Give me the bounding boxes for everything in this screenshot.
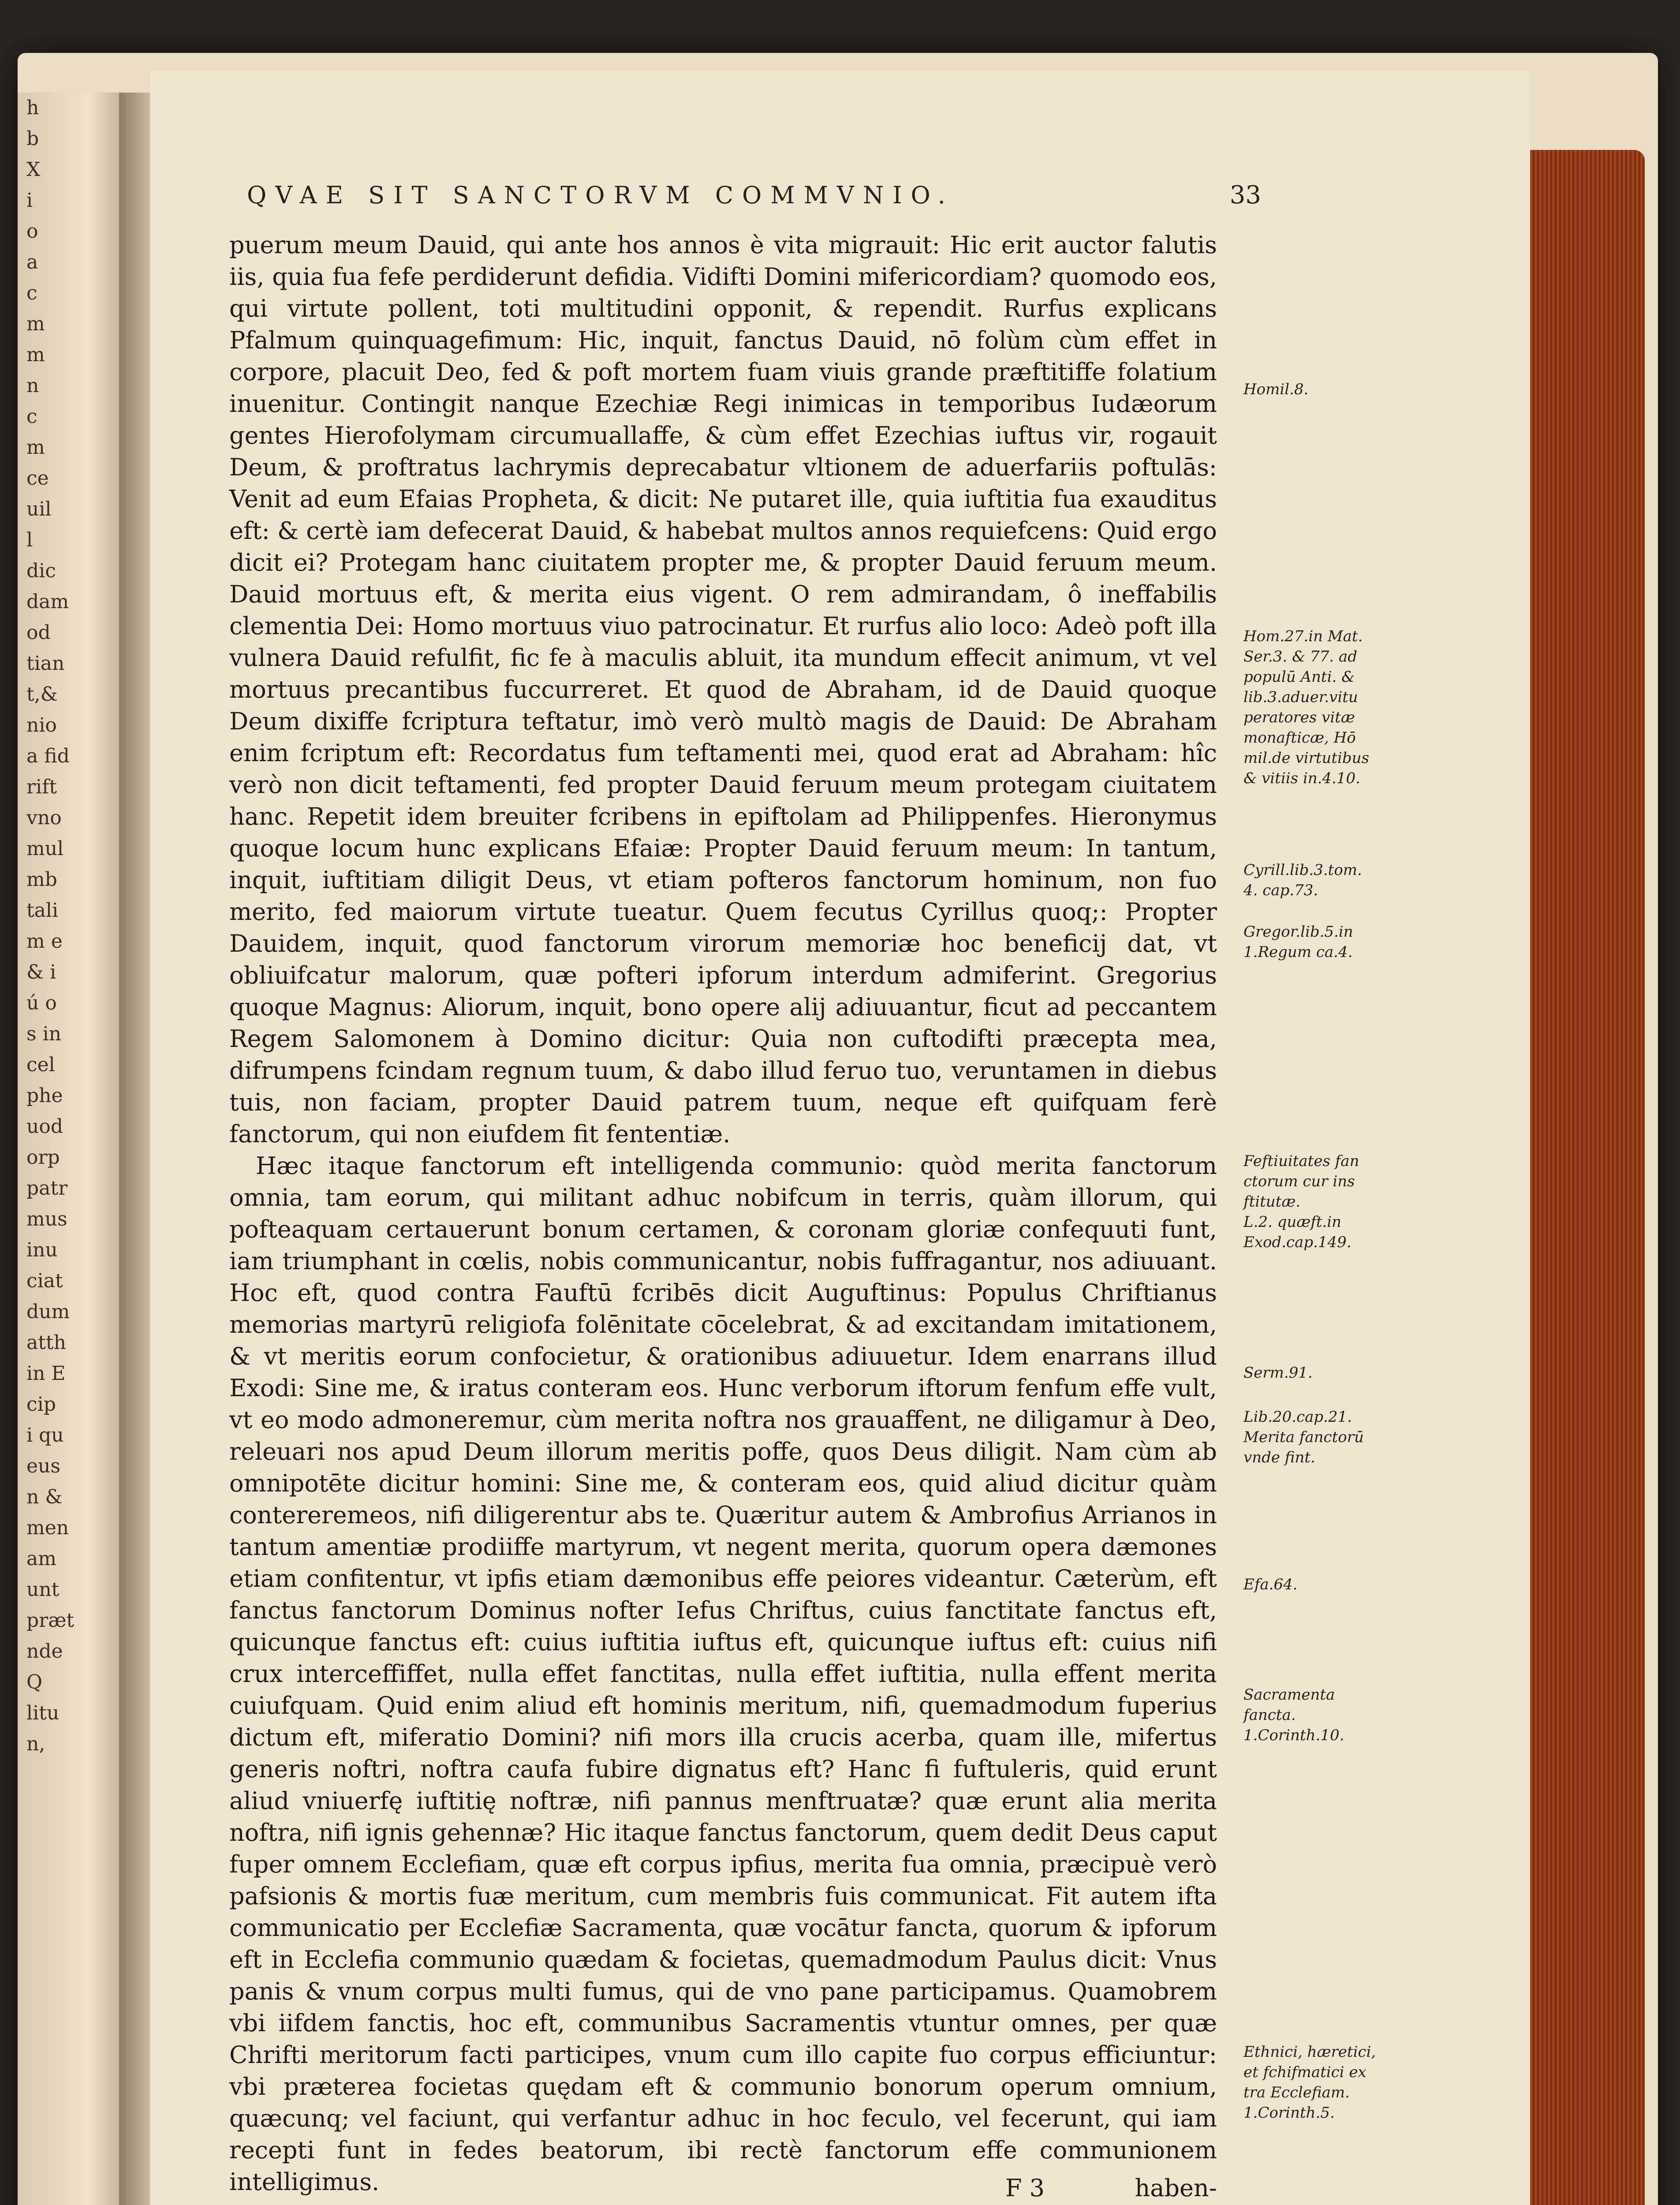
left-page-fragment: o	[26, 220, 38, 243]
page-header	[247, 181, 1261, 209]
left-page-fragment: orp	[26, 1146, 60, 1169]
left-page-fragment: patr	[26, 1177, 68, 1200]
left-page-fragment: mus	[26, 1208, 67, 1230]
left-page-fragment: h	[26, 97, 39, 119]
left-page-fragment: mb	[26, 868, 57, 891]
left-page-fragment: m e	[26, 930, 63, 953]
left-page-fragment: vno	[26, 807, 62, 829]
catchword: haben-	[1135, 2174, 1217, 2202]
left-page-fragment: n	[26, 374, 39, 397]
marginal-note: Homil.8.	[1243, 381, 1309, 398]
left-page-fragment: X	[26, 158, 41, 181]
left-page-fragment: dic	[26, 560, 56, 582]
marginal-note: Feftiuitates fan ctorum cur ins ftitutæ. L.2. quæft.in Exod.cap.149.	[1243, 1152, 1359, 1251]
left-page-fragment: rift	[26, 776, 57, 798]
marginal-note: Cyrill.lib.3.tom. 4. cap.73.	[1243, 861, 1362, 899]
left-page-fragment: i qu	[26, 1424, 64, 1446]
left-page-fragment: tian	[26, 652, 65, 675]
left-page-fragment: dum	[26, 1301, 70, 1323]
marginal-note: Gregor.lib.5.in 1.Regum ca.4.	[1243, 923, 1353, 961]
left-page-fragment: men	[26, 1517, 69, 1539]
left-page-fragment: s in	[26, 1023, 61, 1045]
left-page-fragment: am	[26, 1547, 56, 1570]
page-number: 33	[1229, 181, 1261, 209]
marginal-note: Lib.20.cap.21. Merita fanctorū vnde fint.	[1243, 1408, 1364, 1466]
left-page-fragment: ciat	[26, 1270, 63, 1292]
paragraph-2: Hæc itaque fanctorum eft intelligenda communio: quòd merita fanctorum omnia, tam eorum, qui militant adhuc nobifcum in terris, quàm illorum, qui pofteaquam certauerunt bonum certamen, & coronam gloriæ confequuti funt, iam triumphant in cœlis, nobis communicantur, nobis fuffragantur, nos adiuuant. Hoc eft, quod contra Fauftū fcribēs dicit Auguftinus: Populus Chriftianus memorias martyrū religiofa folēnitate cōcelebrat, & ad excitandam imitationem, & vt meritis eorum confocietur, & orationibus adiuuetur. Idem enarrans illud Exodi: Sine me, & iratus conteram eos. Hunc verborum iftorum fenfum effe vult, vt eo modo admoneremur, cùm merita noftra nos grauaffent, ne diligamur à Deo, releuari nos apud Deum illorum meritis poffe, quos Deus diligit. Nam cùm ab omnipotēte dicitur homini: Sine me, & conteram eos, quid aliud dicitur quàm contereremeos, nifi diligerentur abs te. Quæritur autem & Ambrofius Arrianos in tantum amentiæ prodiiffe martyrum, vt negent merita, quorum opera dæmones etiam confitentur, vt ipfis etiam dæmonibus effe peiores videantur. Cæterùm, eft fanctus fanctorum Dominus nofter Iefus Chriftus, cuius fanctitate fanctus eft, quicunque fanctus eft: cuius iuftitia iuftus eft, quicunque iuftus eft: cuius nifi crux interceffiffet, nulla effet fanctitas, nulla effet iuftitia, nulla effent merita cuiufquam. Quid enim aliud eft hominis meritum, nifi, quemadmodum fuperius dictum eft, miferatio Domini? nifi mors illa crucis acerba, quam ille, mifertus generis noftri, noftra caufa fubire dignatus eft? Hanc fi fuftuleris, quid erunt aliud vniuerfę iuftitię noftræ, nifi pannus menftruatæ? quæ erunt alia merita noftra, nifi ignis gehennæ? Hic itaque fanctus fanctorum, quem dedit Deus caput fuper omnem Ecclefiam, quæ eft corpus ipfius, merita fua omnia, præcipuè verò pafsionis & mortis fuæ meritum, cum membris fuis communicat. Fit autem ifta communicatio per Ecclefiæ Sacramenta, quæ vocātur fancta, quorum & ipforum eft in Ecclefia communio quædam & focietas, quemadmodum Paulus dicit: Vnus panis & vnum corpus multi fumus, qui de vno pane participamus. Quamobrem vbi iifdem fanctis, hoc eft, communibus Sacramentis vtuntur omnes, per quæ Chrifti meritorum facti participes, vnum cum illo capite fuo corpus efficiuntur: vbi præterea focietas quędam eft & communio bonorum operum omnium, quæcunq; vel faciunt, qui verfantur adhuc in hoc feculo, vel fecerunt, qui iam recepti funt in fedes beatorum, ibi rectè fanctorum effe communionem intelligimus.	[229, 1152, 1217, 2196]
left-page-fragment: uod	[26, 1115, 63, 1138]
running-head: QVAE SIT SANCTORVM COMMVNIO.	[247, 181, 954, 209]
left-page-fragment: nio	[26, 714, 57, 736]
left-page-fragment: litu	[26, 1702, 60, 1724]
left-page-fragment: a fid	[26, 745, 70, 767]
left-page-fragment: Q	[26, 1671, 43, 1693]
left-page-fragment: m	[26, 313, 45, 335]
book-gutter	[119, 93, 150, 2205]
left-page-fragment: n,	[26, 1733, 45, 1755]
left-page-fragment: tali	[26, 899, 59, 922]
left-page-fragment: b	[26, 127, 39, 150]
left-page-fragment: od	[26, 621, 51, 644]
left-page-fragment: ce	[26, 467, 49, 490]
main-text	[229, 229, 1217, 2205]
marginal-note: Sacramenta fancta. 1.Corinth.10.	[1243, 1686, 1344, 1744]
left-page-fragment: ú o	[26, 992, 57, 1014]
left-page-fragment: m	[26, 436, 45, 459]
marginal-note: Ethnici, hæretici, et fchifmatici ex tra Ecclefiam. 1.Corinth.5.	[1243, 2043, 1376, 2122]
left-page-fragment: m	[26, 344, 45, 366]
left-page-fragment: in E	[26, 1362, 66, 1385]
page-footer	[1005, 2174, 1217, 2202]
left-page-edge	[18, 93, 119, 2205]
left-page-fragment: phe	[26, 1084, 63, 1107]
left-page-fragment: cel	[26, 1054, 55, 1076]
left-page-fragment: i	[26, 189, 33, 212]
left-page-fragment: cip	[26, 1393, 56, 1416]
left-page-fragment: l	[26, 529, 33, 551]
left-page-fragment: uil	[26, 498, 52, 520]
paragraph-1: puerum meum Dauid, qui ante hos annos è vita migrauit: Hic erit auctor falutis iis, quia fua fefe perdiderunt defidia. Vidifti Domini mifericordiam? quomodo eos, qui virtute pollent, toti multitudini opponit, & rependit. Rurfus explicans Pfalmum quinquagefimum: Hic, inquit, fanctus Dauid, nō folùm cùm effet in corpore, placuit Deo, fed & poft mortem fuam viuis grande præftitiffe folatium inuenitur. Contingit nanque Ezechiæ Regi inimicas in temporibus Iudæorum gentes Hierofolymam circumuallaffe, & cùm effet Ezechias iuftus vir, rogauit Deum, & proftratus lachrymis deprecabatur vltionem de aduerfariis poftulās: Venit ad eum Efaias Propheta, & dicit: Ne putaret ille, quia iuftitia fua exauditus eft: & certè iam defecerat Dauid, & habebat multos annos requiefcens: Quid ergo dicit ei? Protegam hanc ciuitatem propter me, & propter Dauid feruum meum. Dauid mortuus eft, & merita eius vigent. O rem admirandam, ô ineffabilis clementia Dei: Homo mortuus viuo patrocinatur. Et rurfus alio loco: Adeò poft illa vulnera Dauid refulfit, fic fe à maculis abluit, ita mundum effecit animum, vt vel mortuus precantibus fuccurreret. Et quod de Abraham, id de Dauid quoque Deum dixiffe fcriptura teftatur, imò verò multò magis de Dauid: De Abraham enim fcriptum eft: Recordatus fum teftamenti mei, quod erat ad Abraham: hîc verò non dicit teftamenti, fed propter Dauid feruum meum protegam ciuitatem hanc. Repetit idem breuiter fcribens in epiftolam ad Philippenfes. Hieronymus quoque locum hunc explicans Efaiæ: Propter Dauid feruum meum: In tantum, inquit, iuftitiam diligit Deus, vt etiam pofteros fanctorum hominum, non fuo merito, fed maiorum virtute tueatur. Quem fecutus Cyrillus quoq;: Propter Dauidem, inquit, quod fanctorum virorum memoriæ hoc beneficij dat, vt obliuifcatur malorum, quæ pofteri ipforum interdum admiferint. Gregorius quoque Magnus: Aliorum, inquit, bono opere alij adiuuantur, ficut ad peccantem Regem Salomonem à Domino dicitur: Quia non cuftodifti præcepta mea, difrumpens fcindam regnum tuum, & dabo illud feruo tuo, veruntamen in diebus tuis, non faciam, propter Dauid patrem tuum, neque eft quifquam ferè fanctorum, qui non eiufdem fit fententiæ.	[229, 231, 1217, 1148]
marginal-note: Hom.27.in Mat. Ser.3. & 77. ad populū Anti. & lib.3.aduer.vitu peratores vitæ monafticæ, Hō mil.de virtutibus & vitiis in.4.10.	[1243, 628, 1370, 787]
left-page-fragment: eus	[26, 1455, 60, 1477]
page-edges	[1530, 150, 1645, 2205]
left-page-fragment: inu	[26, 1239, 58, 1261]
left-page-fragments	[26, 93, 115, 1760]
left-page-fragment: atth	[26, 1331, 66, 1354]
left-page-fragment: c	[26, 282, 37, 304]
signature-mark: F 3	[1005, 2174, 1045, 2202]
left-page-fragment: c	[26, 405, 37, 428]
left-page-fragment: dam	[26, 590, 69, 613]
left-page-fragment: a	[26, 251, 38, 273]
left-page-fragment: & i	[26, 961, 56, 983]
marginal-note: Serm.91.	[1243, 1364, 1313, 1382]
left-page-fragment: mul	[26, 837, 64, 860]
left-page-fragment: nde	[26, 1640, 63, 1663]
marginal-note: Efa.64.	[1243, 1576, 1298, 1593]
left-page-fragment: n &	[26, 1486, 63, 1508]
left-page-fragment: præt	[26, 1609, 75, 1632]
left-page-fragment: unt	[26, 1578, 60, 1601]
left-page-fragment: t,&	[26, 683, 58, 706]
